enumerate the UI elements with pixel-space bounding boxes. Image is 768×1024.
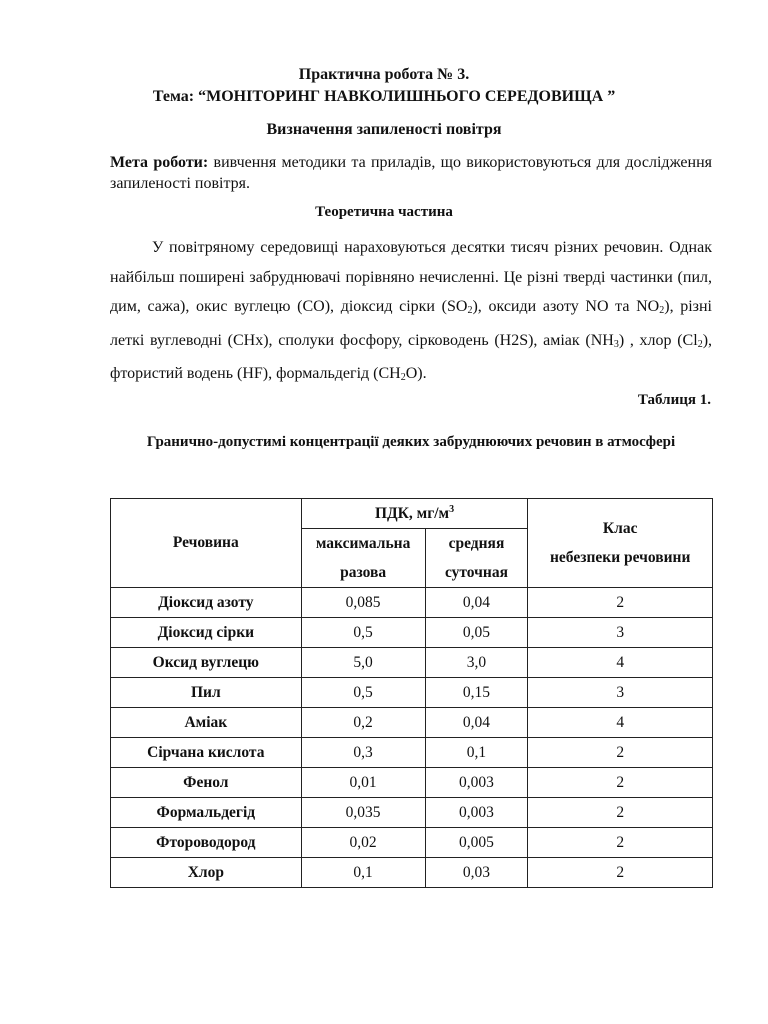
aim-label: Мета роботи:	[110, 154, 209, 171]
header-class-line2: небезпеки речовини	[549, 549, 691, 566]
cell-class: 4	[528, 708, 713, 738]
cell-avg: 0,05	[425, 618, 528, 648]
subscript: 2	[400, 372, 406, 383]
header-avg-line1: средняя	[448, 535, 505, 552]
cell-class: 3	[528, 678, 713, 708]
cell-substance: Діоксид сірки	[111, 618, 302, 648]
subscript: 3	[613, 338, 619, 350]
table-body	[111, 588, 713, 888]
subtitle: Визначення запиленості повітря	[266, 121, 502, 138]
subscript: 2	[659, 305, 665, 316]
table-caption: Гранично-допустимі концентрації деяких забруднюючих речовин в атмосфері	[146, 434, 676, 450]
cell-max: 0,035	[301, 798, 425, 828]
text-run: У повітряному середовищі нараховуються десятки тисяч різних речовин. Однак найбільш поширені забруднювачі порівняно нечисленні. Це різні тверді частинки (пил, дим, сажа), окис вуглецю (СО), діоксид сірки (SO	[110, 239, 712, 315]
header-pdk-text: ПДК, мг/м	[374, 505, 450, 522]
cell-class: 2	[528, 768, 713, 798]
cell-class: 3	[528, 618, 713, 648]
header-pdk	[301, 499, 528, 529]
cell-substance: Діоксид азоту	[111, 588, 302, 618]
cell-substance: Аміак	[111, 708, 302, 738]
aim-paragraph	[110, 152, 712, 194]
header-class	[528, 499, 713, 588]
cell-max: 0,2	[301, 708, 425, 738]
aim-text: вивчення методики та приладів, що використовуються для дослідження запиленості повітря.	[110, 154, 712, 192]
cell-max: 0,3	[301, 738, 425, 768]
table-row	[111, 768, 713, 798]
cell-substance: Пил	[111, 678, 302, 708]
cell-max: 0,02	[301, 828, 425, 858]
header-avg	[425, 529, 528, 588]
table-row	[111, 738, 713, 768]
cell-max: 0,5	[301, 678, 425, 708]
cell-substance: Фенол	[111, 768, 302, 798]
cell-substance: Формальдегід	[111, 798, 302, 828]
table-row	[111, 618, 713, 648]
theory-paragraph	[110, 233, 712, 393]
cell-max: 0,1	[301, 858, 425, 888]
header-max-line1: максимальна	[315, 535, 411, 552]
header-max-line2: разова	[340, 564, 387, 581]
cell-class: 2	[528, 738, 713, 768]
header-max	[301, 529, 425, 588]
theory-heading: Теоретична частина	[315, 204, 453, 220]
cell-class: 4	[528, 648, 713, 678]
header-substance: Речовина	[111, 499, 302, 588]
table-row	[111, 678, 713, 708]
cell-substance: Оксид вуглецю	[111, 648, 302, 678]
cell-substance: Фтороводород	[111, 828, 302, 858]
table-row	[111, 828, 713, 858]
cell-avg: 0,005	[425, 828, 528, 858]
cell-avg: 0,003	[425, 798, 528, 828]
text-run: ), різні леткі вуглеводні (CHx), сполуки фосфору, сірководень (H2S), аміак (NH	[110, 298, 712, 349]
text-run: O).	[405, 365, 427, 382]
header-pdk-sup: 3	[449, 504, 455, 515]
topic-title: Тема: “МОНІТОРИНГ НАВКОЛИШНЬОГО СЕРЕДОВИЩА ”	[152, 88, 616, 105]
cell-class: 2	[528, 828, 713, 858]
cell-substance: Сірчана кислота	[111, 738, 302, 768]
cell-class: 2	[528, 798, 713, 828]
cell-avg: 0,15	[425, 678, 528, 708]
table-row	[111, 708, 713, 738]
table-label: Таблиця 1.	[637, 392, 711, 408]
table-row	[111, 648, 713, 678]
subscript: 2	[697, 338, 703, 350]
cell-max: 0,085	[301, 588, 425, 618]
cell-avg: 0,1	[425, 738, 528, 768]
cell-avg: 3,0	[425, 648, 528, 678]
cell-avg: 0,03	[425, 858, 528, 888]
text-run: ) , хлор (Cl	[618, 331, 698, 349]
cell-max: 0,01	[301, 768, 425, 798]
cell-max: 5,0	[301, 648, 425, 678]
cell-class: 2	[528, 588, 713, 618]
pdk-table	[110, 498, 713, 888]
table-row	[111, 858, 713, 888]
cell-avg: 0,04	[425, 708, 528, 738]
cell-avg: 0,04	[425, 588, 528, 618]
cell-substance: Хлор	[111, 858, 302, 888]
subscript: 2	[467, 305, 473, 316]
cell-class: 2	[528, 858, 713, 888]
cell-avg: 0,003	[425, 768, 528, 798]
header-class-line1: Клас	[602, 520, 638, 537]
text-run: ), оксиди азоту NO та NO	[472, 298, 660, 315]
text-run: ), фтористий водень (HF), формальдегід (CH	[110, 331, 713, 382]
cell-max: 0,5	[301, 618, 425, 648]
header-avg-line2: суточная	[444, 564, 508, 581]
work-title: Практична робота № 3.	[298, 66, 470, 83]
table-row	[111, 588, 713, 618]
table-row	[111, 798, 713, 828]
